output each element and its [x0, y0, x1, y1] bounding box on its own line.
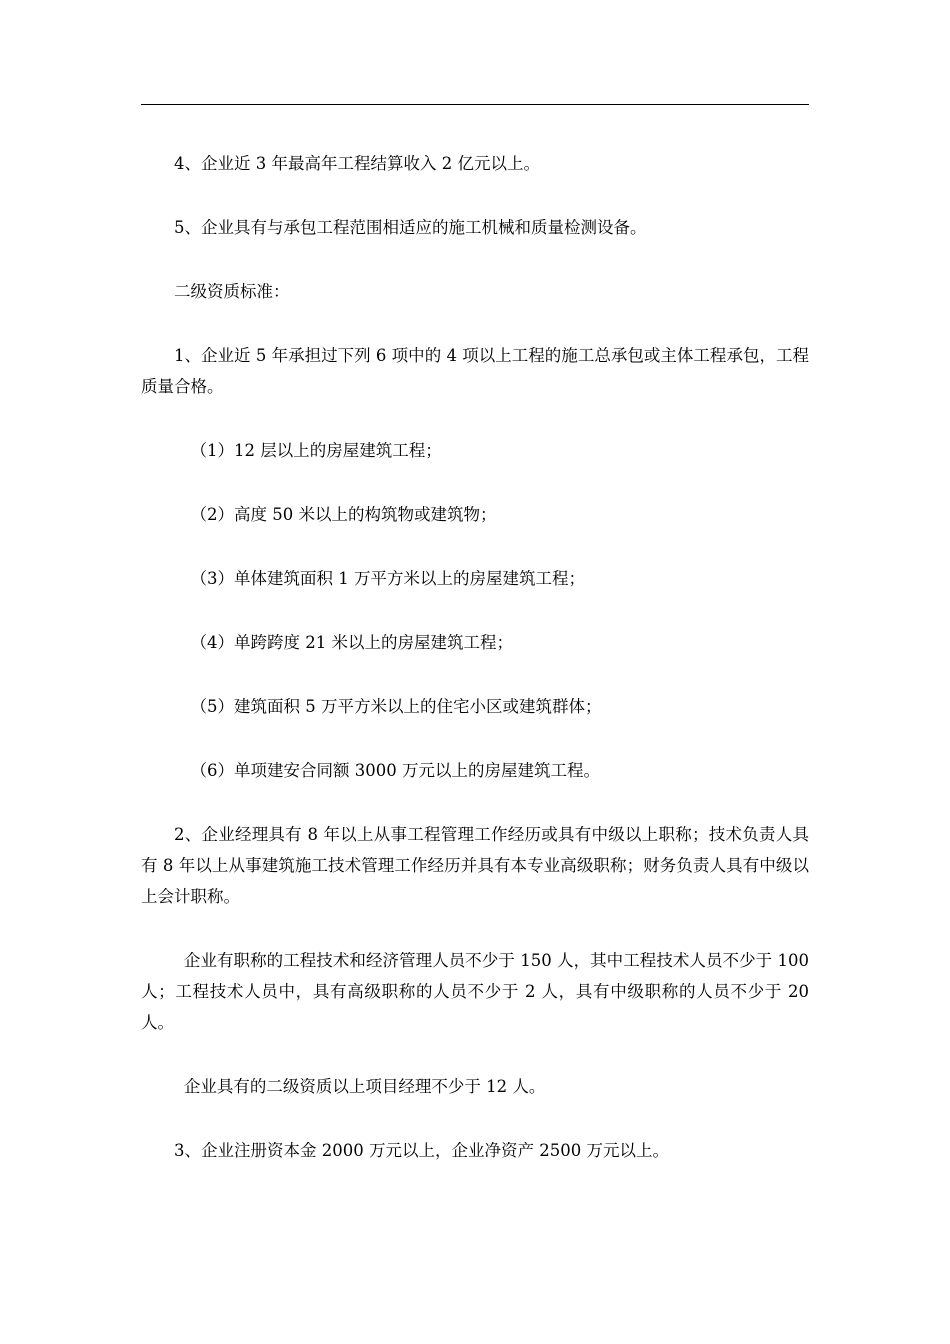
paragraph-project-managers: 企业具有的二级资质以上项目经理不少于 12 人。 [183, 1077, 546, 1096]
section-heading-level-2: 二级资质标准： [174, 282, 290, 301]
paragraph-staff: 企业有职称的工程技术和经济管理人员不少于 150 人，其中工程技术人员不少于 100 人；工程技术人员中，具有高级职称的人员不少于 2 人，具有中级职称的人员不少于 20 人。 [141, 951, 809, 1032]
list-item-1: （1）12 层以上的房屋建筑工程； [190, 441, 442, 460]
list-item-6: （6）单项建安合同额 3000 万元以上的房屋建筑工程。 [190, 761, 600, 780]
list-item-2: （2）高度 50 米以上的构筑物或建筑物； [190, 505, 497, 524]
paragraph-requirement-3: 3、企业注册资本金 2000 万元以上，企业净资产 2500 万元以上。 [174, 1141, 669, 1160]
paragraph-item-5: 5、企业具有与承包工程范围相适应的施工机械和质量检测设备。 [174, 218, 647, 237]
header-rule [141, 104, 809, 105]
list-item-3: （3）单体建筑面积 1 万平方米以上的房屋建筑工程； [190, 569, 585, 588]
paragraph-item-4: 4、企业近 3 年最高年工程结算收入 2 亿元以上。 [174, 154, 540, 173]
paragraph-requirement-1: 1、企业近 5 年承担过下列 6 项中的 4 项以上工程的施工总承包或主体工程承包，工程质量合格。 [141, 346, 809, 396]
document-body [141, 148, 809, 1199]
list-item-5: （5）建筑面积 5 万平方米以上的住宅小区或建筑群体； [190, 697, 602, 716]
list-item-4: （4）单跨跨度 21 米以上的房屋建筑工程； [190, 633, 513, 652]
paragraph-requirement-2: 2、企业经理具有 8 年以上从事工程管理工作经历或具有中级以上职称；技术负责人具有 8 年以上从事建筑施工技术管理工作经历并具有本专业高级职称；财务负责人具有中级以上会计职称。 [141, 825, 809, 906]
